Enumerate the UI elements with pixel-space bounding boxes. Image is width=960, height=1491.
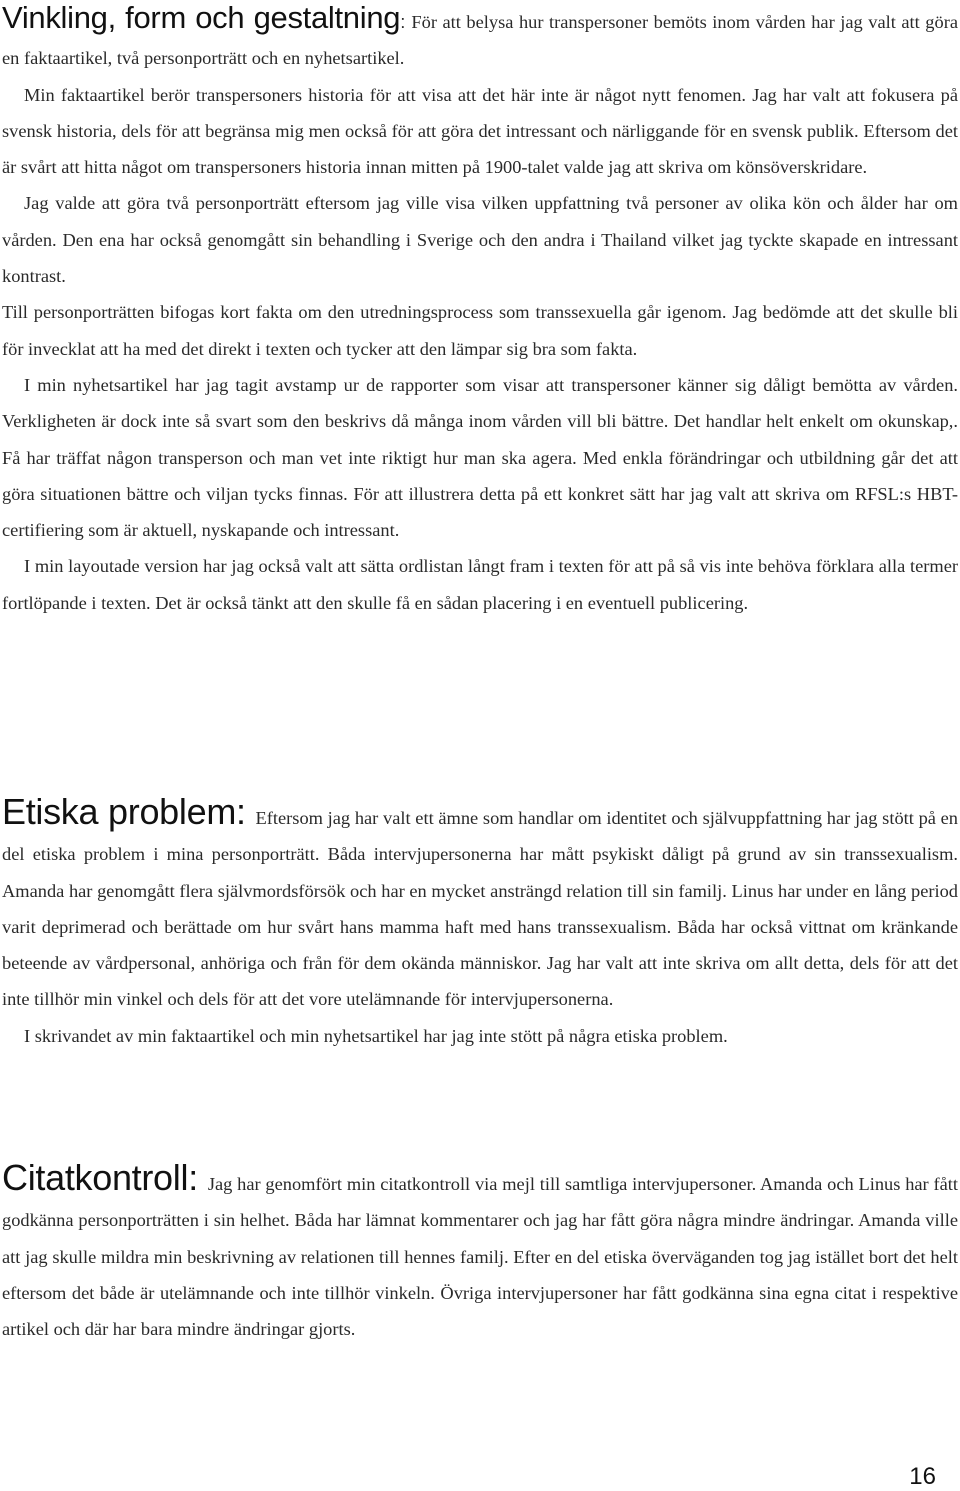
heading-colon: : — [236, 791, 256, 832]
paragraph-text: För att belysa hur transpersoner bemöts inom vården har jag valt att göra en faktaartikel, två personporträtt och en nyhetsartikel. — [2, 12, 958, 69]
page-number: 16 — [909, 1463, 936, 1490]
section-citatkontroll — [2, 1157, 958, 1347]
body-paragraph: I min layoutade version har jag också valt att sätta ordlistan långt fram i texten för att på så vis inte behöva förklara alla termer fortlöpande i texten. Det är också tänkt att den skulle få en sådan placering i en eventuell publicering. — [2, 556, 958, 613]
heading-colon: : — [188, 1157, 208, 1198]
paragraph-text: Jag har genomfört min citatkontroll via mejl till samtliga intervjupersoner. Amanda och Linus har fått godkänna personporträtten i sin helhet. Båda har lämnat kommentarer och jag har fått göra några mindre ändringar. Amanda ville att jag skulle mildra min beskrivning av relationen till hennes familj. Efter en del etiska överväganden tog jag istället bort det helt eftersom det både är utelämnande och inte tillhör vinkeln. Övriga intervjupersoner har fått godkänna sina egna citat i respektive artikel och där har bara mindre ändringar gjorts. — [2, 1174, 958, 1340]
paragraph-text: Eftersom jag har valt ett ämne som handlar om identitet och självuppfattning har jag stött på en del etiska problem i mina personporträtt. Båda intervjupersonerna har mått psykiskt dåligt på grund av sin transsexualism. Amanda har genomgått flera självmordsförsök och har en mycket ansträngd relation till sin familj. Linus har under en lång period varit deprimerad och berättade om hur svårt hans mamma haft med hans transsexualism. Båda har också vittnat om kränkande beteende av vårdpersonal, anhöriga och från för dem okända människor. Jag har valt att inte skriva om allt detta, dels för att det inte tillhör min vinkel och dels för att det vore utelämnande för intervjupersonerna. — [2, 808, 958, 1010]
section-heading: Vinkling, form och gestaltning — [2, 0, 401, 35]
section-heading: Citatkontroll — [2, 1157, 189, 1198]
body-paragraph: I min nyhetsartikel har jag tagit avstamp ur de rapporter som visar att transpersoner känner sig dåligt bemötta av vården. Verkligheten är dock inte så svart som den beskrivs då många inom vården vill bli bättre. Det handlar helt enkelt om okunskap,. Få har träffat någon transperson och man vet inte riktigt hur man ska agera. Med enkla förändringar och utbildning går det att göra situationen bättre och viljan tycks finnas. För att illustrera detta på ett konkret sätt har jag valt att skriva om RFSL:s HBT-certifiering som är aktuell, nyskapande och intressant. — [2, 374, 958, 541]
body-paragraph: Min faktaartikel berör transpersoners historia för att visa att det här inte är något nytt fenomen. Jag har valt att fokusera på svensk historia, dels för att begränsa mig men också för att göra det intressant och närliggande för en svensk publik. Eftersom det är svårt att hitta något om transpersoners historia innan mitten på 1900-talet valde jag att skriva om könsöverskridare. — [2, 84, 958, 178]
section-intro-paragraph — [2, 1157, 958, 1347]
body-paragraph: I skrivandet av min faktaartikel och min nyhetsartikel har jag inte stött på några etiska problem. — [24, 1025, 728, 1046]
body-paragraph: Till personporträtten bifogas kort fakta om den utredningsprocess som transsexuella går igenom. Jag bedömde att det skulle bli för invecklat att ha med det direkt i texten och tycker att den lämpar sig bra som fakta. — [2, 302, 958, 359]
section-intro-paragraph — [2, 0, 958, 77]
heading-colon: : — [400, 11, 412, 32]
section-etiska-problem — [2, 791, 958, 1054]
body-paragraph: Jag valde att göra två personporträtt eftersom jag ville visa vilken uppfattning två personer av olika kön och ålder har om vården. Den ena har också genomgått sin behandling i Sverige och den andra i Thailand vilket jag tyckte skapade en intressant kontrast. — [2, 193, 958, 287]
section-vinkling — [2, 0, 958, 621]
section-heading: Etiska problem — [2, 791, 237, 832]
section-intro-paragraph — [2, 791, 958, 1018]
